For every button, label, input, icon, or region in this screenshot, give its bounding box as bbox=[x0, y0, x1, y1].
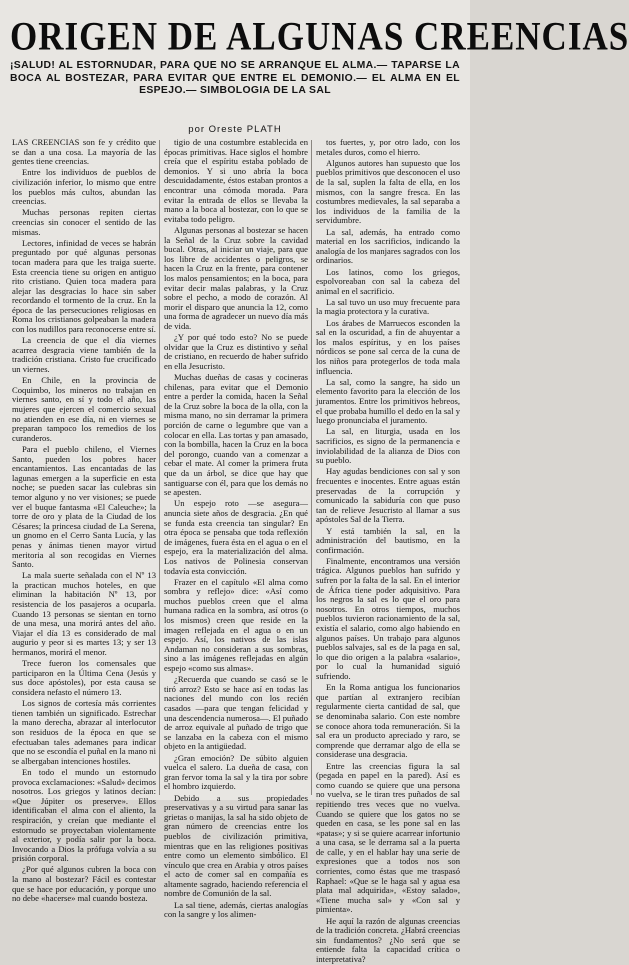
paragraph: Muchas dueñas de casas y cocineras chilenas, para evitar que el Demonio entre a perder la comida, hacen la Señal de la Cruz sobre la boca de la olla, con la misma mano, no sin derramar la primera porción de carne o legumbre que van a colocar en ella. Las tortas y pan amasado, con la bombilla, hacen la Cruz en la boca del porongo, cuando van a comenzar a cebar el mate. Al comer la primera fruta que da un árbol, se dice que hay que santiguarse con él, para que los demás no se apesten. bbox=[164, 372, 308, 498]
paragraph: Un espejo roto —se asegura— anuncia siete años de desgracia. ¿En qué se funda esta creencia tan singular? En otra época se pensaba que toda reflexión de imágenes, fuera ésta en el agua o en el espejo, era la materialización del alma. Los nativos de Polinesia conservan todavía esta convicción. bbox=[164, 498, 308, 576]
paragraph: He aquí la razón de algunas creencias de la tradición concreta. ¿Habrá creencias sin fundamentos? ¿No será que se entiende falta la capacidad crítica o interpretativa? bbox=[316, 915, 460, 964]
paragraph: ¿Recuerda que cuando se casó se le tiró arroz? Esto se hace así en todas las naciones del mundo con los recién casados —para que tengan felicidad y una descendencia numerosa—. El puñado de arroz equivale al puñado de trigo que se lanzaba en la cabeza con el mismo objeto en la antigüedad. bbox=[164, 674, 308, 752]
paragraph: En Chile, en la provincia de Coquimbo, los mineros no trabajan en viernes santo, en sí y todo el año, las mujeres que ejercen el comercio sexual no atienden en ese día, ni en viernes se preparan tampoco los remedios de los curanderos. bbox=[12, 375, 156, 443]
paragraph: La sal, como la sangre, ha sido un elemento favorito para la elección de los juramentos. Entre los primitivos hebreos, el que probaba humillo el dedo en la sal y luego pronunciaba el juramento. bbox=[316, 376, 460, 426]
article-title: ORIGEN DE ALGUNAS CREENCIAS bbox=[10, 14, 629, 59]
paragraph: Algunas personas al bostezar se hacen la Señal de la Cruz sobre la cavidad bucal. Otras, al iniciar un viaje, para que los libre de accidentes o peligros, se hacen la Cruz en la frente, para contener los malos pensamientos; en la boca, para evitar decir malas palabras, y la Cruz sobre el pecho, a modo de corazón. Al morir el disparo que anuncia la 12, como una forma de agradecer un nuevo día más de vida. bbox=[164, 224, 308, 331]
text-column-2 bbox=[164, 137, 308, 920]
paragraph: Algunos autores han supuesto que los pueblos primitivos que desconocen el uso de la sal, suplen la falta de ella, en los mismos, con la sangre fresca. En las costumbres medievales, la sal separaba a los individuos de la familia de la servidumbre. bbox=[316, 157, 460, 226]
paragraph: Los árabes de Marruecos esconden la sal en la oscuridad, a fin de ahuyentar a los malos espíritus, y en los países nórdicos se pone sal cerca de la cuna de los niños para protegerlos de toda mala influencia. bbox=[316, 317, 460, 376]
paragraph: La sal, en liturgia, usada en los sacrificios, es signo de la permanencia e inviolabilidad de la alianza de Dios con su pueblo. bbox=[316, 426, 460, 466]
article-byline: por Oreste PLATH bbox=[188, 124, 282, 135]
paragraph: En la Roma antigua los funcionarios que partían al extranjero recibían regularmente cierta cantidad de sal, que se denominaba salario. Con este nombre se conoce ahora toda remuneración. Si la sal era un producto apreciado y raro, se comprende que derramar algo de ella se considerase una desgracia. bbox=[316, 682, 460, 760]
paragraph: En todo el mundo un estornudo provoca exclamaciones: «Salud» decimos nosotros. Los griegos y latinos decían: «Que Júpiter os preserve». Ellos identificaban el alma con el aliento, la respiración, y creían que mediante el estornudo se proyectaban violentamente al exterior, y podía salir por la boca. Invocando a Dios la prófuga volvía a su prisión corporal. bbox=[12, 766, 156, 864]
paragraph: ¿Gran emoción? De súbito alguien vuelca el salero. La dueña de casa, con gran fervor toma la sal y la tira por sobre el hombro izquierdo. bbox=[164, 752, 308, 792]
paragraph: La sal, además, ha entrado como material en los sacrificios, indicando la analogía de los manjares sagrados con los ordinarios. bbox=[316, 226, 460, 266]
paragraph: La sal tiene, además, ciertas analogías con la sangre y los alimen- bbox=[164, 899, 308, 920]
paragraph: Entre las creencias figura la sal (pegada en papel en la pared). Así es como cuando se quiere que una persona no vuelva, se le tiran tres puñados de sal repitiendo tres veces que no vuelva. Cuando se quiere que los gatos no se queden en casa, se les pone sal en las «patas»; y si se quiere acarrear infortunio a una casa, se le derrama sal a la puerta de calle, y en el hablar hay una serie de expresiones que a todos nos son corrientes, como éstas que me traspasó Raphael: «Que se le haga sal y agua esa plata mal adquirida», «Estoy salado», «Tiene mucha sal» y «Con sal y pimienta». bbox=[316, 760, 460, 915]
column-divider bbox=[159, 140, 160, 795]
paragraph: Debido a sus propiedades preservativas y a su virtud para sanar las grietas o manijas, la sal ha sido objeto de gran número de creencias entre los pueblos de civilización primitiva, mientras que en las religiones positivas entre como un elemento simbólico. El vínculo que crea en Arabia y otros países el acto de comer sal en compañía es altamente sagrado, haciendo referencia el nombre de Comunión de la sal. bbox=[164, 792, 308, 899]
paragraph: Y está también la sal, en la administración del bautismo, en la confirmación. bbox=[316, 525, 460, 555]
paragraph: Muchas personas repiten ciertas creencias sin conocer el sentido de las mismas. bbox=[12, 207, 156, 237]
paragraph: La creencia de que el día viernes acarrea desgracia viene también de la tradición cristiana. Cristo fue crucificado un viernes. bbox=[12, 335, 156, 375]
paragraph: Entre los individuos de pueblos de civilización inferior, lo mismo que entre los pueblos más cultos, abundan las creencias. bbox=[12, 167, 156, 207]
paragraph: Trece fueron los comensales que participaron en la Última Cena (Jesús y sus doce apóstoles), por esta causa se considera nefasto el número 13. bbox=[12, 658, 156, 697]
text-column-1 bbox=[12, 137, 156, 904]
paragraph: Para el pueblo chileno, el Viernes Santo, pueden los pobres hacer encantamientos. Las encantadas de las lagunas emergen a la superficie en esta noche; se pueden sacar las culebras sin temor alguno y no ver visiones; se puede ver el buque fantasma «El Caleuche»; la torre de oro y plata de la Ciudad de los Césares; la princesa ciudad de La Serena, un gnomo en el Cerro Santa Lucía, y las penas y ánimas tienen mayor virtud meritoria al son recogidas en Viernes Santo. bbox=[12, 443, 156, 570]
paragraph: LAS CREENCIAS son fe y crédito que se dan a una cosa. La mayoría de las gentes tiene creencias. bbox=[12, 137, 156, 167]
column-divider bbox=[311, 140, 312, 795]
paragraph: tigio de una costumbre establecida en épocas primitivas. Hace siglos el hombre creía que el espíritu estaba poblado de demonios. Y si uno abría la boca descuidadamente, éstos estaban prontos a encontrar una cómoda morada. Para evitar la entrada de ellos se llevaba la mano a la boca al bostezar, con lo que se evitaba todo peligro. bbox=[164, 137, 308, 224]
paragraph: La sal tuvo un uso muy frecuente para la magia protectora y la curativa. bbox=[316, 296, 460, 317]
paragraph: Frazer en el capítulo «El alma como sombra y reflejo» dice: «Así como muchos pueblos creen que el alma humana radica en la sombra, así otros (o los mismos) creen que reside en la imagen reflejada en el agua o en un espejo. Así, los nativos de las islas Andaman no consideran a sus sombras, sino a las imágenes reflejadas en algún espejo «como sus almas». bbox=[164, 576, 308, 674]
text-column-3 bbox=[316, 137, 460, 964]
paragraph: La mala suerte señalada con el Nº 13 la practican muchos hoteles, en que eliminan la habitación Nº 13, por resistencia de los pasajeros a ocuparla. Cuando 13 personas se sientan en torno de una mesa, una morirá antes del año. Viajar el día 13 es considerado de mal augurio y peor si es martes 13; y ser 13 hermanos, morirá el menor. bbox=[12, 570, 156, 658]
paragraph: ¿Por qué algunos cubren la boca con la mano al bostezar? Fácil es contestar que se hace por educación, y porque uno no debe «hacerse» mal cuando bosteza. bbox=[12, 864, 156, 904]
paragraph: Finalmente, encontramos una versión trágica. Algunos pueblos han sufrido y sufren por la falta de la sal. En el interior de África tiene poder adquisitivo. Para los negros la sal es lo que el oro para nosotros. En otros tiempos, muchos pueblos tuvieron racionamiento de la sal, existía el salario, como algo habiendo en algunos países. Un trabajo para algunos pueblos salvajes, sal es de la paga en sal, lo que dio origen a la palabra «salario», por lo cual la humanidad siguió sufriendo. bbox=[316, 555, 460, 681]
paragraph: Los latinos, como los griegos, espolvoreaban con sal la cabeza del animal en el sacrificio. bbox=[316, 266, 460, 296]
paragraph: Los signos de cortesía más corrientes tienen también un significado. Estrechar la mano derecha, abrazar al interlocutor son residuos de la época en que se efectuaban tales ademanes para indicar que no se escondía el puñal en la mano ni se albergaban intenciones hostiles. bbox=[12, 698, 156, 766]
paragraph: ¿Y por qué todo esto? No se puede olvidar que la Cruz es distintivo y señal de cristiano, en recuerdo de haber sufrido en ella Jesucristo. bbox=[164, 332, 308, 371]
paragraph: Hay agudas bendiciones con sal y son frecuentes e inocentes. Entre aguas están preservadas de la corrupción y comunicado la sabiduría con que puso tan de relieve Jesucristo al llamar a sus apóstoles Sal de la Tierra. bbox=[316, 466, 460, 525]
paragraph: Lectores, infinidad de veces se habrán preguntado por qué algunas personas tocan madera para que les traiga suerte. Esta creencia tiene su origen en antiguo rito cristiano. Quien toca madera para alejar las desgracias lo hace sin saber recordando el tormento de la cruz. En la época de las persecuciones religiosas en Roma los cristianos golpeaban la madera con los nudillos para reconocerse entre sí. bbox=[12, 237, 156, 335]
article-deck: ¡SALUD! AL ESTORNUDAR, PARA QUE NO SE ARRANQUE EL ALMA.— TAPARSE LA BOCA AL BOSTEZAR, PARA EVITAR QUE ENTRE EL DEMONIO.— EL ALMA EN EL ESPEJO.— SIMBOLOGIA DE LA SAL bbox=[10, 60, 460, 96]
paragraph: tos fuertes, y, por otro lado, con los metales duros, como el hierro. bbox=[316, 137, 460, 157]
